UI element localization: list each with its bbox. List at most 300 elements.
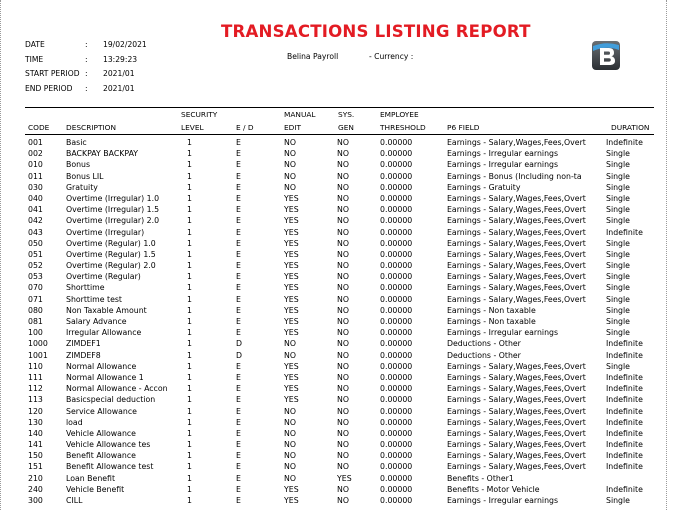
cell-manual-edit: YES [284,317,299,326]
cell-description: Normal Allowance 1 [66,372,144,382]
cell-sys-gen: NO [337,428,349,438]
cell-duration: Single [606,305,630,315]
cell-employee-threshold: 0.00000 [380,193,413,203]
cell-ed: E [236,249,241,259]
cell-security-level: 1 [187,328,192,338]
cell-sys-gen: NO [337,440,349,450]
cell-manual-edit: NO [284,171,296,181]
table-row [0,484,673,495]
cell-employee-threshold: 0.00000 [380,227,413,237]
cell-code: 100 [28,328,43,338]
cell-code: 081 [28,317,43,326]
cell-manual-edit: YES [284,484,299,494]
cell-manual-edit: NO [284,149,296,159]
cell-p6-field: Earnings - Salary,Wages,Fees,Overt [447,384,586,394]
meta-key: END PERIOD [25,84,73,94]
cell-p6-field: Earnings - Salary,Wages,Fees,Overt [447,283,586,293]
cell-security-level: 1 [187,216,192,226]
cell-description: Non Taxable Amount [66,305,147,315]
cell-manual-edit: YES [284,205,299,215]
cell-security-level: 1 [187,294,192,304]
meta-value: 13:29:23 [103,54,138,64]
cell-security-level: 1 [187,462,192,472]
cell-code: 001 [28,138,43,147]
cell-manual-edit: YES [284,305,299,315]
cell-sys-gen: NO [337,339,349,349]
header-manual-1: MANUAL [284,110,316,119]
cell-description: Bonus LIL [66,171,104,181]
cell-employee-threshold: 0.00000 [380,238,413,248]
cell-employee-threshold: 0.00000 [380,395,413,405]
cell-sys-gen: NO [337,406,349,416]
cell-description: Overtime (Irregular) 2.0 [66,216,160,226]
cell-ed: E [236,484,241,494]
table-row [0,171,673,182]
cell-manual-edit: YES [284,261,299,271]
meta-key: START PERIOD [25,69,80,79]
cell-p6-field: Earnings - Salary,Wages,Fees,Overt [447,238,586,248]
cell-code: 042 [28,216,43,226]
cell-ed: E [236,171,241,181]
cell-ed: D [236,339,243,349]
cell-description: Shorttime [66,283,105,293]
cell-duration: Single [606,261,630,271]
cell-duration: Indefinite [606,428,643,438]
meta-row-end-period [25,82,147,97]
cell-duration: Single [606,317,630,326]
meta-sep: : [85,54,88,64]
cell-security-level: 1 [187,372,192,382]
cell-manual-edit: YES [284,384,299,394]
company-name: Belina Payroll [287,52,339,61]
cell-duration: Single [606,249,630,259]
cell-ed: E [236,272,241,282]
table-row [0,394,673,405]
cell-code: 1000 [28,339,48,349]
cell-duration: Single [606,205,630,215]
header-top-rule [25,107,654,108]
cell-ed: E [236,227,241,237]
meta-key: TIME [25,54,44,64]
cell-employee-threshold: 0.00000 [380,384,413,394]
belina-logo-icon [591,40,621,71]
table-row [0,473,673,484]
table-row [0,495,673,506]
cell-security-level: 1 [187,361,192,371]
cell-sys-gen: NO [337,484,349,494]
cell-description: Overtime (Regular) [66,272,141,282]
meta-key: DATE [25,40,45,49]
cell-employee-threshold: 0.00000 [380,283,413,293]
cell-security-level: 1 [187,272,192,282]
cell-security-level: 1 [187,496,192,505]
header-sys-1: SYS. [338,110,355,119]
cell-p6-field: Deductions - Other [447,350,521,360]
table-row [0,204,673,215]
cell-sys-gen: NO [337,249,349,259]
cell-sys-gen: NO [337,216,349,226]
cell-description: Shorttime test [66,294,122,304]
cell-duration: Single [606,171,630,181]
table-row [0,182,673,193]
cell-manual-edit: YES [284,193,299,203]
cell-employee-threshold: 0.00000 [380,205,413,215]
table-row [0,372,673,383]
cell-code: 240 [28,484,43,494]
cell-code: 053 [28,272,43,282]
cell-duration: Single [606,283,630,293]
transactions-table-body [0,137,673,506]
cell-employee-threshold: 0.00000 [380,406,413,416]
cell-p6-field: Earnings - Salary,Wages,Fees,Overt [447,361,586,371]
cell-code: 071 [28,294,43,304]
cell-sys-gen: NO [337,317,349,326]
cell-p6-field: Earnings - Gratuity [447,182,521,192]
cell-p6-field: Earnings - Salary,Wages,Fees,Overt [447,227,586,237]
cell-manual-edit: YES [284,361,299,371]
meta-value: 2021/01 [103,69,135,79]
cell-description: Vehicle Benefit [66,484,125,494]
cell-manual-edit: YES [284,216,299,226]
cell-sys-gen: NO [337,496,349,505]
cell-duration: Indefinite [606,451,643,461]
cell-duration: Single [606,193,630,203]
cell-manual-edit: YES [284,227,299,237]
cell-employee-threshold: 0.00000 [380,462,413,472]
header-ed: E / D [236,123,254,132]
cell-ed: E [236,384,241,394]
meta-row-start-period [25,67,147,82]
cell-ed: E [236,238,241,248]
cell-ed: E [236,138,241,147]
cell-security-level: 1 [187,171,192,181]
cell-p6-field: Earnings - Salary,Wages,Fees,Overt [447,272,586,282]
cell-p6-field: Earnings - Salary,Wages,Fees,Overt [447,417,586,427]
table-row [0,383,673,394]
cell-code: 113 [28,395,43,405]
cell-security-level: 1 [187,193,192,203]
cell-manual-edit: YES [284,272,299,282]
table-row [0,260,673,271]
cell-sys-gen: NO [337,227,349,237]
cell-duration: Single [606,272,630,282]
cell-p6-field: Earnings - Salary,Wages,Fees,Overt [447,216,586,226]
header-security-1: SECURITY [181,110,218,119]
cell-ed: E [236,149,241,159]
table-row [0,338,673,349]
cell-security-level: 1 [187,395,192,405]
cell-p6-field: Benefits - Other1 [447,473,514,483]
table-row [0,439,673,450]
cell-code: 040 [28,193,43,203]
cell-manual-edit: NO [284,350,296,360]
cell-security-level: 1 [187,205,192,215]
cell-employee-threshold: 0.00000 [380,361,413,371]
cell-employee-threshold: 0.00000 [380,171,413,181]
cell-security-level: 1 [187,350,192,360]
cell-duration: Indefinite [606,484,643,494]
cell-security-level: 1 [187,182,192,192]
cell-p6-field: Benefits - Motor Vehicle [447,484,540,494]
table-row [0,227,673,238]
cell-manual-edit: NO [284,182,296,192]
cell-duration: Single [606,294,630,304]
cell-manual-edit: NO [284,417,296,427]
cell-ed: E [236,372,241,382]
cell-duration: Indefinite [606,350,643,360]
cell-employee-threshold: 0.00000 [380,350,413,360]
cell-p6-field: Earnings - Salary,Wages,Fees,Overt [447,193,586,203]
cell-p6-field: Earnings - Salary,Wages,Fees,Overt [447,294,586,304]
cell-sys-gen: NO [337,328,349,338]
cell-ed: E [236,451,241,461]
cell-duration: Indefinite [606,462,643,472]
cell-sys-gen: NO [337,384,349,394]
currency-label: - Currency : [369,52,414,61]
cell-description: Salary Advance [66,317,127,326]
table-row [0,316,673,327]
cell-ed: D [236,350,243,360]
cell-duration: Indefinite [606,384,643,394]
cell-duration: Indefinite [606,417,643,427]
table-row [0,148,673,159]
cell-sys-gen: NO [337,193,349,203]
cell-ed: E [236,182,241,192]
cell-manual-edit: NO [284,440,296,450]
cell-security-level: 1 [187,238,192,248]
cell-security-level: 1 [187,428,192,438]
cell-ed: E [236,294,241,304]
cell-manual-edit: YES [284,249,299,259]
table-row [0,428,673,439]
cell-p6-field: Earnings - Irregular earnings [447,160,559,170]
cell-duration: Indefinite [606,406,643,416]
header-duration: DURATION [611,123,650,132]
table-row [0,450,673,461]
cell-employee-threshold: 0.00000 [380,138,413,147]
cell-employee-threshold: 0.00000 [380,294,413,304]
cell-security-level: 1 [187,339,192,349]
cell-description: load [66,417,83,427]
cell-security-level: 1 [187,451,192,461]
report-title: TRANSACTIONS LISTING REPORT [221,22,531,41]
cell-description: ZIMDEF8 [66,350,101,360]
cell-code: 130 [28,417,43,427]
table-row [0,350,673,361]
cell-security-level: 1 [187,484,192,494]
cell-manual-edit: YES [284,496,299,505]
cell-ed: E [236,328,241,338]
cell-manual-edit: YES [284,328,299,338]
cell-employee-threshold: 0.00000 [380,149,413,159]
cell-sys-gen: NO [337,451,349,461]
cell-duration: Single [606,496,630,505]
cell-employee-threshold: 0.00000 [380,339,413,349]
cell-sys-gen: NO [337,205,349,215]
cell-description: Overtime (Regular) 1.0 [66,238,156,248]
cell-security-level: 1 [187,160,192,170]
cell-duration: Indefinite [606,227,643,237]
cell-employee-threshold: 0.00000 [380,417,413,427]
cell-description: Overtime (Irregular) 1.5 [66,205,160,215]
cell-manual-edit: NO [284,451,296,461]
cell-security-level: 1 [187,305,192,315]
cell-employee-threshold: 0.00000 [380,249,413,259]
cell-code: 043 [28,227,43,237]
cell-employee-threshold: 0.00000 [380,305,413,315]
cell-security-level: 1 [187,440,192,450]
cell-description: Overtime (Regular) 2.0 [66,261,156,271]
meta-value: 2021/01 [103,84,135,94]
cell-employee-threshold: 0.00000 [380,182,413,192]
cell-description: Service Allowance [66,406,137,416]
cell-p6-field: Earnings - Salary,Wages,Fees,Overt [447,205,586,215]
cell-duration: Single [606,160,630,170]
cell-employee-threshold: 0.00000 [380,473,413,483]
cell-ed: E [236,417,241,427]
cell-ed: E [236,361,241,371]
cell-description: Basicspecial deduction [66,395,156,405]
cell-manual-edit: YES [284,395,299,405]
cell-employee-threshold: 0.00000 [380,496,413,505]
cell-code: 041 [28,205,43,215]
cell-duration: Single [606,182,630,192]
cell-sys-gen: NO [337,238,349,248]
cell-sys-gen: NO [337,283,349,293]
cell-description: Vehicle Allowance [66,428,136,438]
cell-duration: Single [606,238,630,248]
cell-description: Benefit Allowance test [66,462,154,472]
cell-sys-gen: NO [337,272,349,282]
cell-manual-edit: NO [284,473,296,483]
cell-manual-edit: NO [284,339,296,349]
cell-ed: E [236,216,241,226]
cell-sys-gen: NO [337,372,349,382]
table-row [0,159,673,170]
cell-ed: E [236,406,241,416]
meta-row-time [25,53,147,68]
cell-p6-field: Earnings - Bonus (Including non-ta [447,171,582,181]
cell-security-level: 1 [187,384,192,394]
cell-ed: E [236,395,241,405]
cell-sys-gen: NO [337,261,349,271]
table-row [0,271,673,282]
cell-manual-edit: YES [284,238,299,248]
cell-code: 002 [28,149,43,159]
cell-description: Vehicle Allowance tes [66,440,151,450]
cell-sys-gen: NO [337,361,349,371]
cell-code: 150 [28,451,43,461]
cell-manual-edit: NO [284,138,296,147]
cell-sys-gen: NO [337,350,349,360]
cell-code: 112 [28,384,43,394]
cell-security-level: 1 [187,249,192,259]
cell-p6-field: Earnings - Non taxable [447,317,536,326]
cell-p6-field: Earnings - Salary,Wages,Fees,Overt [447,395,586,405]
table-row [0,461,673,472]
meta-row-date [25,38,147,53]
cell-code: 111 [28,372,43,382]
cell-sys-gen: NO [337,305,349,315]
cell-code: 300 [28,496,43,505]
cell-description: Overtime (Irregular) [66,227,145,237]
cell-p6-field: Earnings - Irregular earnings [447,496,559,505]
cell-manual-edit: YES [284,283,299,293]
cell-p6-field: Deductions - Other [447,339,521,349]
cell-sys-gen: NO [337,182,349,192]
cell-security-level: 1 [187,417,192,427]
table-row [0,305,673,316]
cell-ed: E [236,428,241,438]
cell-sys-gen: YES [337,473,352,483]
cell-ed: E [236,440,241,450]
cell-code: 030 [28,182,43,192]
cell-sys-gen: NO [337,395,349,405]
header-code: CODE [28,123,50,132]
cell-duration: Single [606,361,630,371]
header-bottom-rule [25,134,654,135]
table-row [0,238,673,249]
cell-code: 010 [28,160,43,170]
cell-security-level: 1 [187,138,192,147]
cell-description: Normal Allowance - Accon [66,384,168,394]
table-row [0,327,673,338]
cell-description: CILL [66,496,83,505]
cell-code: 140 [28,428,43,438]
cell-description: Gratuity [66,182,98,192]
cell-p6-field: Earnings - Salary,Wages,Fees,Overt [447,249,586,259]
cell-employee-threshold: 0.00000 [380,160,413,170]
cell-manual-edit: YES [284,294,299,304]
cell-ed: E [236,462,241,472]
cell-sys-gen: NO [337,294,349,304]
cell-security-level: 1 [187,283,192,293]
cell-security-level: 1 [187,227,192,237]
cell-ed: E [236,160,241,170]
cell-duration: Single [606,328,630,338]
table-row [0,282,673,293]
cell-sys-gen: NO [337,417,349,427]
cell-manual-edit: YES [284,372,299,382]
cell-sys-gen: NO [337,149,349,159]
cell-code: 210 [28,473,43,483]
cell-description: Loan Benefit [66,473,116,483]
cell-code: 110 [28,361,43,371]
cell-p6-field: Earnings - Salary,Wages,Fees,Overt [447,451,586,461]
cell-security-level: 1 [187,406,192,416]
cell-p6-field: Earnings - Irregular earnings [447,149,559,159]
cell-code: 141 [28,440,43,450]
cell-ed: E [236,261,241,271]
cell-p6-field: Earnings - Salary,Wages,Fees,Overt [447,428,586,438]
cell-p6-field: Earnings - Salary,Wages,Fees,Overt [447,406,586,416]
cell-description: Irregular Allowance [66,328,142,338]
header-security-2: LEVEL [181,123,204,132]
cell-security-level: 1 [187,317,192,326]
cell-manual-edit: NO [284,160,296,170]
cell-employee-threshold: 0.00000 [380,372,413,382]
table-row [0,406,673,417]
table-row [0,193,673,204]
meta-sep: : [85,40,88,49]
cell-ed: E [236,193,241,203]
cell-description: BACKPAY BACKPAY [66,149,139,159]
cell-description: Bonus [66,160,91,170]
cell-p6-field: Earnings - Salary,Wages,Fees,Overt [447,138,586,147]
cell-p6-field: Earnings - Salary,Wages,Fees,Overt [447,261,586,271]
cell-ed: E [236,205,241,215]
cell-code: 1001 [28,350,48,360]
